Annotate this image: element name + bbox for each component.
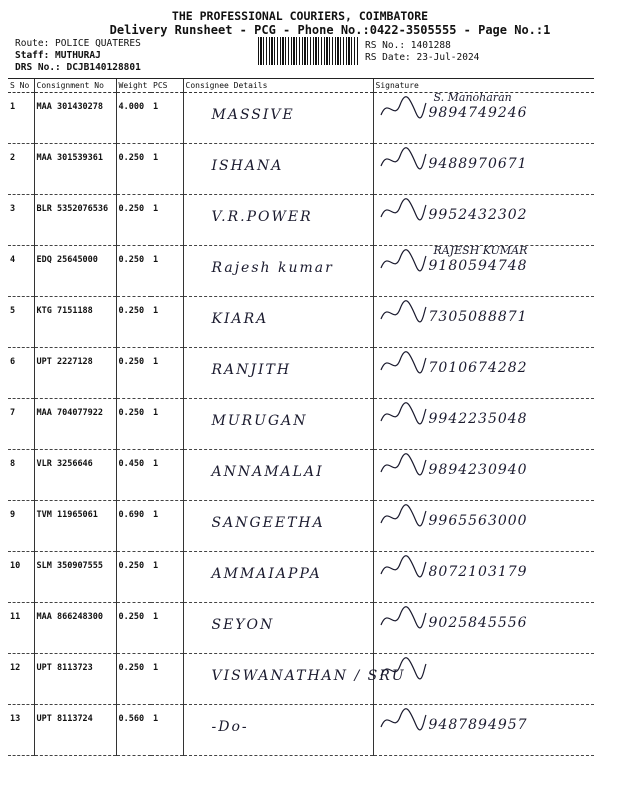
signature-scribble — [378, 350, 428, 378]
consignee-name: -Do- — [183, 705, 373, 756]
signature-cell — [373, 297, 594, 348]
table-row — [8, 297, 594, 348]
signature-scribble — [378, 452, 428, 480]
table-row — [8, 399, 594, 450]
consignment-number: EDQ 25645000 — [34, 246, 116, 297]
pieces-count: 1 — [151, 399, 183, 450]
consignee-name: KIARA — [183, 297, 373, 348]
serial-number: 11 — [8, 603, 34, 654]
signature-phone: 7010674282 — [428, 360, 528, 376]
signature-cell — [373, 399, 594, 450]
table-row — [8, 246, 594, 297]
weight-value: 0.690 — [116, 501, 151, 552]
signature-name: RAJESH KUMAR — [433, 244, 528, 257]
serial-number: 12 — [8, 654, 34, 705]
signature-scribble — [378, 554, 428, 582]
pieces-count: 1 — [151, 552, 183, 603]
signature-scribble — [378, 146, 428, 174]
rs-number: RS No.: 1401288 — [365, 40, 451, 51]
pieces-count: 1 — [151, 603, 183, 654]
col-sno: S No — [8, 79, 34, 93]
consignee-name: V.R.POWER — [183, 195, 373, 246]
consignment-number: KTG 7151188 — [34, 297, 116, 348]
signature-name: S. Manoharan — [433, 91, 512, 104]
barcode — [258, 37, 358, 65]
signature-cell — [373, 450, 594, 501]
pieces-count: 1 — [151, 450, 183, 501]
signature-phone: 9180594748 — [428, 258, 528, 274]
table-row — [8, 552, 594, 603]
serial-number: 1 — [8, 93, 34, 144]
signature-scribble — [378, 197, 428, 225]
signature-cell — [373, 93, 594, 144]
serial-number: 8 — [8, 450, 34, 501]
signature-phone: 9025845556 — [428, 615, 528, 631]
table-row — [8, 93, 594, 144]
signature-scribble — [378, 707, 428, 735]
signature-scribble — [378, 401, 428, 429]
pieces-count: 1 — [151, 144, 183, 195]
weight-value: 0.250 — [116, 144, 151, 195]
serial-number: 9 — [8, 501, 34, 552]
runsheet-subtitle: Delivery Runsheet - PCG - Phone No.:0422-3505555 - Page No.:1 — [109, 23, 551, 37]
table-row — [8, 603, 594, 654]
signature-phone: 9894749246 — [428, 105, 528, 121]
pieces-count: 1 — [151, 246, 183, 297]
pieces-count: 1 — [151, 705, 183, 756]
col-consignee: Consignee Details — [183, 79, 373, 93]
pieces-count: 1 — [151, 195, 183, 246]
signature-cell — [373, 501, 594, 552]
signature-cell — [373, 348, 594, 399]
consignee-name: ISHANA — [183, 144, 373, 195]
signature-scribble — [378, 503, 428, 531]
signature-cell — [373, 195, 594, 246]
weight-value: 0.250 — [116, 654, 151, 705]
consignee-name: ANNAMALAI — [183, 450, 373, 501]
serial-number: 5 — [8, 297, 34, 348]
consignment-number: VLR 3256646 — [34, 450, 116, 501]
weight-value: 0.560 — [116, 705, 151, 756]
weight-value: 0.250 — [116, 399, 151, 450]
signature-phone: 9952432302 — [428, 207, 528, 223]
consignee-name: SANGEETHA — [183, 501, 373, 552]
table-row — [8, 195, 594, 246]
signature-phone: 7305088871 — [428, 309, 528, 325]
signature-phone: 8072103179 — [428, 564, 528, 580]
consignment-number: TVM 11965061 — [34, 501, 116, 552]
consignee-name: VISWANATHAN / SRU — [183, 654, 373, 705]
weight-value: 0.250 — [116, 348, 151, 399]
consignee-name: RANJITH — [183, 348, 373, 399]
consignment-number: MAA 704077922 — [34, 399, 116, 450]
consignment-number: UPT 8113724 — [34, 705, 116, 756]
signature-cell — [373, 654, 594, 705]
signature-cell — [373, 552, 594, 603]
signature-cell — [373, 246, 594, 297]
weight-value: 0.450 — [116, 450, 151, 501]
signature-cell — [373, 603, 594, 654]
signature-scribble — [378, 95, 428, 123]
col-consignment: Consignment No — [34, 79, 116, 93]
serial-number: 10 — [8, 552, 34, 603]
pieces-count: 1 — [151, 348, 183, 399]
signature-scribble — [378, 299, 428, 327]
weight-value: 0.250 — [116, 297, 151, 348]
consignment-number: SLM 350907555 — [34, 552, 116, 603]
runsheet-table — [8, 78, 594, 756]
consignee-name: MASSIVE — [183, 93, 373, 144]
signature-phone: 9894230940 — [428, 462, 528, 478]
weight-value: 0.250 — [116, 195, 151, 246]
col-pcs: PCS — [151, 79, 183, 93]
company-title: THE PROFESSIONAL COURIERS, COIMBATORE — [171, 9, 429, 23]
serial-number: 4 — [8, 246, 34, 297]
col-weight: Weight — [116, 79, 151, 93]
consignment-number: MAA 301539361 — [34, 144, 116, 195]
col-signature: Signature — [373, 79, 594, 93]
pieces-count: 1 — [151, 297, 183, 348]
signature-cell — [373, 705, 594, 756]
pieces-count: 1 — [151, 93, 183, 144]
serial-number: 3 — [8, 195, 34, 246]
table-row — [8, 654, 594, 705]
consignment-number: BLR 5352076536 — [34, 195, 116, 246]
consignment-number: MAA 301430278 — [34, 93, 116, 144]
consignee-name: MURUGAN — [183, 399, 373, 450]
signature-scribble — [378, 656, 428, 684]
serial-number: 2 — [8, 144, 34, 195]
weight-value: 4.000 — [116, 93, 151, 144]
consignment-number: UPT 8113723 — [34, 654, 116, 705]
weight-value: 0.250 — [116, 246, 151, 297]
rs-date: RS Date: 23-Jul-2024 — [365, 52, 480, 63]
signature-phone: 9942235048 — [428, 411, 528, 427]
serial-number: 7 — [8, 399, 34, 450]
consignee-name: SEYON — [183, 603, 373, 654]
table-row — [8, 705, 594, 756]
weight-value: 0.250 — [116, 552, 151, 603]
route-label: Route: POLICE QUATERES — [15, 38, 141, 49]
consignee-name: AMMAIAPPA — [183, 552, 373, 603]
table-row — [8, 501, 594, 552]
pieces-count: 1 — [151, 654, 183, 705]
signature-scribble — [378, 248, 428, 276]
consignment-number: MAA 866248300 — [34, 603, 116, 654]
table-row — [8, 144, 594, 195]
weight-value: 0.250 — [116, 603, 151, 654]
drs-number: DRS No.: DCJB140128801 — [15, 62, 141, 73]
consignee-name: Rajesh kumar — [183, 246, 373, 297]
pieces-count: 1 — [151, 501, 183, 552]
signature-phone: 9965563000 — [428, 513, 528, 529]
staff-label: Staff: MUTHURAJ — [15, 50, 101, 61]
serial-number: 13 — [8, 705, 34, 756]
signature-phone: 9488970671 — [428, 156, 528, 172]
serial-number: 6 — [8, 348, 34, 399]
table-row — [8, 348, 594, 399]
consignment-number: UPT 2227128 — [34, 348, 116, 399]
table-row — [8, 450, 594, 501]
signature-phone: 9487894957 — [428, 717, 528, 733]
signature-cell — [373, 144, 594, 195]
signature-scribble — [378, 605, 428, 633]
